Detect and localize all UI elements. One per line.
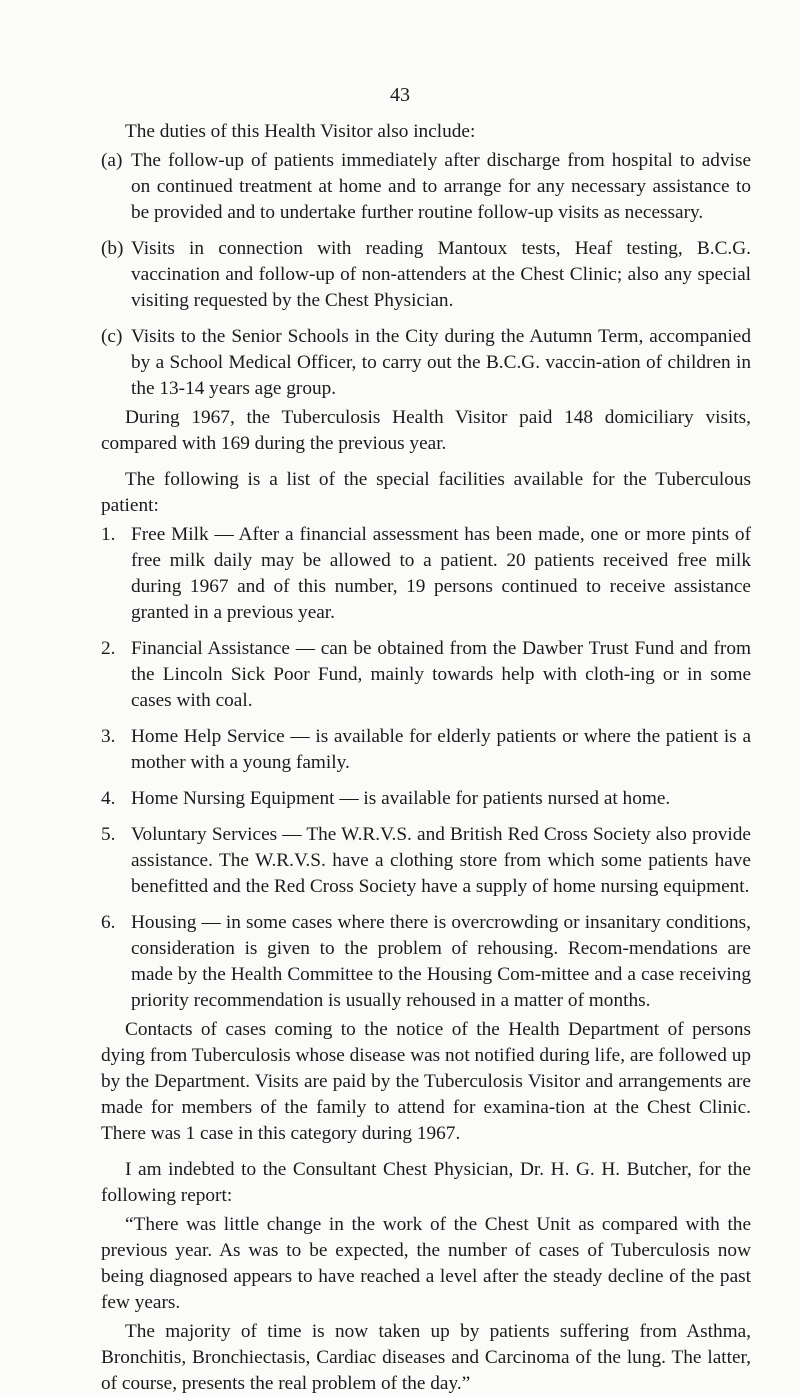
facility-item-5 <box>101 822 751 900</box>
facility-text: Housing — in some cases where there is overcrowding or insanitary conditions, consideration is given to the problem of rehousing. Recom-mendations are made by the Health Committee to the Housing Com-mittee and a case receiving priority recommendation is usually rehoused in a matter of months. <box>131 912 751 1011</box>
facility-label: 6. <box>101 912 116 933</box>
facility-text: Voluntary Services — The W.R.V.S. and British Red Cross Society also provide assistance. The W.R.V.S. have a clothing store from which some patients have benefitted and the Red Cross Society have a supply of home nursing equipment. <box>131 824 751 897</box>
duties-intro: The duties of this Health Visitor also include: <box>125 121 476 142</box>
facility-label: 1. <box>101 524 116 545</box>
facility-item-1 <box>101 522 751 626</box>
facility-item-6 <box>101 910 751 1014</box>
duty-text: Visits to the Senior Schools in the City during the Autumn Term, accompanied by a School Medical Officer, to carry out the B.C.G. vaccin-ation of children in the 13-14 years age group. <box>131 326 751 399</box>
duty-label: (a) <box>101 150 123 171</box>
duty-item-c <box>101 324 751 402</box>
duty-item-a <box>101 148 751 226</box>
facilities-intro: The following is a list of the special facilities available for the Tuberculous patient: <box>101 469 751 516</box>
duty-label: (b) <box>101 238 124 259</box>
facility-text: Home Nursing Equipment — is available for patients nursed at home. <box>131 788 671 809</box>
duty-item-b <box>101 236 751 314</box>
report-paragraph-2: The majority of time is now taken up by patients suffering from Asthma, Bronchitis, Bronchiectasis, Cardiac diseases and Carcinoma of the lung. The latter, of course, presents the real problem of the day.” <box>101 1321 751 1394</box>
duty-label: (c) <box>101 326 123 347</box>
duty-text: Visits in connection with reading Mantoux tests, Heaf testing, B.C.G. vaccination and follow-up of non-attenders at the Chest Clinic; also any special visiting requested by the Chest Physician. <box>131 238 751 311</box>
report-paragraph-1: “There was little change in the work of the Chest Unit as compared with the previous year. As was to be expected, the number of cases of Tuberculosis now being diagnosed appears to have reached a level after the steady decline of the past few years. <box>101 1214 751 1313</box>
document-body <box>101 119 751 1397</box>
facility-label: 4. <box>101 788 116 809</box>
facility-text: Free Milk — After a financial assessment has been made, one or more pints of free milk daily may be allowed to a patient. 20 patients received free milk during 1967 and of this number, 19 persons continued to receive assistance granted in a previous year. <box>131 524 751 623</box>
indebted-paragraph: I am indebted to the Consultant Chest Physician, Dr. H. G. H. Butcher, for the following report: <box>101 1159 751 1206</box>
facility-item-2 <box>101 636 751 714</box>
duty-text: The follow-up of patients immediately after discharge from hospital to advise on continued treatment at home and to arrange for any necessary assistance to be provided and to undertake further routine follow-up visits as necessary. <box>131 150 751 223</box>
facility-label: 5. <box>101 824 116 845</box>
facility-item-4 <box>101 786 751 812</box>
facility-label: 2. <box>101 638 116 659</box>
facility-item-3 <box>101 724 751 776</box>
facility-text: Home Help Service — is available for elderly patients or where the patient is a mother with a young family. <box>131 726 751 773</box>
page-number: 43 <box>390 84 410 106</box>
contacts-paragraph: Contacts of cases coming to the notice of the Health Department of persons dying from Tuberculosis whose disease was not notified during life, are followed up by the Department. Visits are paid by the Tuberculosis Visitor and arrangements are made for members of the family to attend for examina-tion at the Chest Clinic. There was 1 case in this category during 1967. <box>101 1019 751 1144</box>
facility-text: Financial Assistance — can be obtained from the Dawber Trust Fund and from the Lincoln Sick Poor Fund, mainly towards help with cloth-ing or in some cases with coal. <box>131 638 751 711</box>
facility-label: 3. <box>101 726 116 747</box>
visits-paragraph: During 1967, the Tuberculosis Health Visitor paid 148 domiciliary visits, compared with 169 during the previous year. <box>101 407 751 454</box>
